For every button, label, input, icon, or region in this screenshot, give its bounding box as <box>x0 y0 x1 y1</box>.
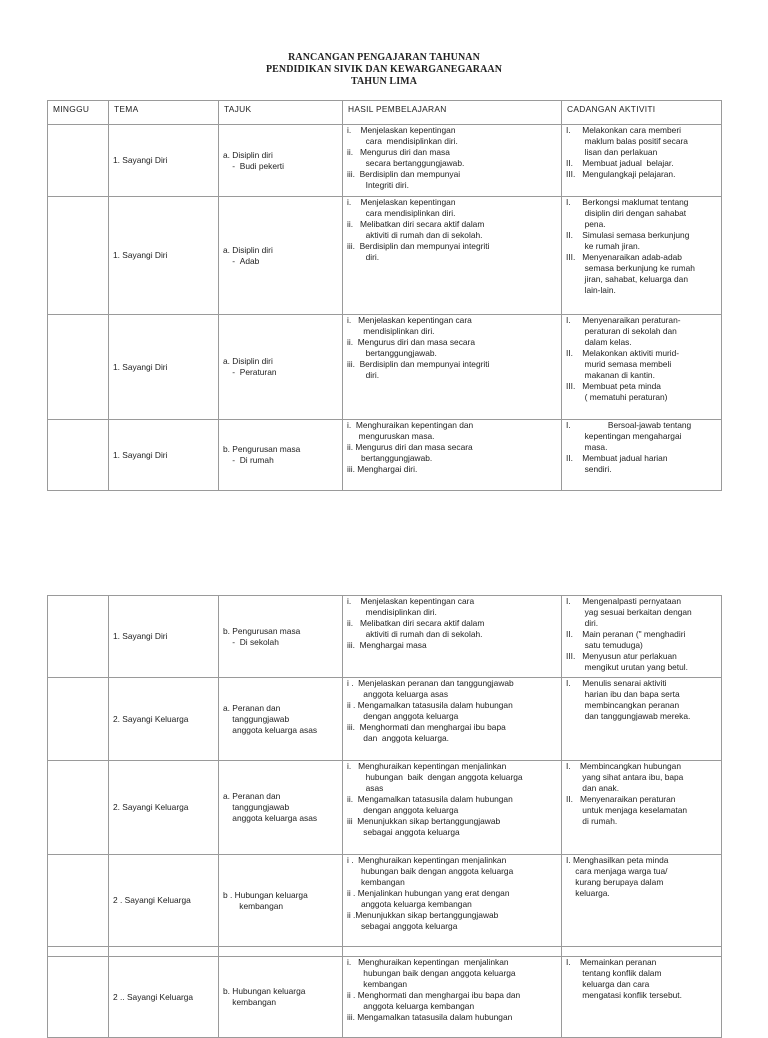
tema-text: 2 . Sayangi Keluarga <box>113 895 191 905</box>
tema-cell <box>109 957 219 1038</box>
tema-cell <box>109 125 219 197</box>
hasil-line: diri. <box>347 370 380 380</box>
aktiviti-line: harian ibu dan bapa serta <box>566 689 680 699</box>
tajuk-cell <box>219 957 343 1038</box>
hasil-line: aktiviti di rumah dan di sekolah. <box>347 629 483 639</box>
hasil-line: ii. Melibatkan diri secara aktif dalam <box>347 219 485 229</box>
hasil-line: ii . Menghormati dan menghargai ibu bapa dan <box>347 990 521 1000</box>
tajuk-cell <box>219 596 343 678</box>
minggu-cell <box>48 596 109 678</box>
hasil-line: Integriti diri. <box>347 180 409 190</box>
lesson-plan-table-bottom <box>47 595 722 1038</box>
aktiviti-line: masa. <box>566 442 608 452</box>
tajuk-cell <box>219 125 343 197</box>
aktiviti-line: I. Memainkan peranan <box>566 957 657 967</box>
aktiviti-line: III. Menyenaraikan adab-adab <box>566 252 682 262</box>
tema-text: 1. Sayangi Diri <box>113 449 168 460</box>
aktiviti-line: semasa berkunjung ke rumah <box>566 263 695 273</box>
aktiviti-line: mengatasi konflik tersebut. <box>566 990 682 1000</box>
hasil-line: iii. Berdisiplin dan mempunyai integriti <box>347 241 490 251</box>
tajuk-line: b. Pengurusan masa <box>223 444 301 454</box>
aktiviti-cell <box>562 855 722 947</box>
hasil-line: ii. Mengamalkan tatasusila dalam hubungan <box>347 794 513 804</box>
aktiviti-line: maklum balas positif secara <box>566 136 688 146</box>
tema-cell <box>109 678 219 761</box>
hasil-line: dan anggota keluarga. <box>347 733 449 743</box>
aktiviti-line: satu temuduga) <box>566 640 643 650</box>
aktiviti-line: I. Bersoal-jawab tentang <box>566 420 692 430</box>
table-row <box>48 761 722 855</box>
aktiviti-line: disiplin diri dengan sahabat <box>566 208 687 218</box>
aktiviti-line: III. Mengulangkaji pelajaran. <box>566 169 676 179</box>
hasil-line: bertanggungjawab. <box>347 453 433 463</box>
header-tajuk: TAJUK <box>219 101 343 125</box>
table-separator-row <box>48 947 722 957</box>
hasil-line: mendisiplinkan diri. <box>347 326 435 336</box>
tajuk-cell <box>219 855 343 947</box>
tajuk-line: tanggungjawab <box>223 802 290 812</box>
hasil-line: hubungan baik dengan anggota keluarga <box>347 968 516 978</box>
tajuk-cell <box>219 761 343 855</box>
aktiviti-line: dan anak. <box>566 783 620 793</box>
tajuk-line: a. Peranan dan <box>223 791 281 801</box>
header-tema: TEMA <box>109 101 219 125</box>
aktiviti-line: sendiri. <box>566 464 612 474</box>
hasil-line: i. Menghuraikan kepentingan menjalinkan <box>347 957 509 967</box>
hasil-line: i. Menghuraikan kepentingan menjalinkan <box>347 761 507 771</box>
tajuk-cell <box>219 197 343 315</box>
title-line-2: PENDIDIKAN SIVIK DAN KEWARGANEGARAAN <box>265 64 503 75</box>
aktiviti-line: mengikut urutan yang betul. <box>566 662 688 672</box>
tajuk-line: - Peraturan <box>223 367 277 377</box>
aktiviti-line: I. Mengenalpasti pernyataan <box>566 596 681 606</box>
minggu-cell <box>48 125 109 197</box>
hasil-line: bertanggungjawab. <box>347 348 437 358</box>
aktiviti-line: III. Membuat peta minda <box>566 381 661 391</box>
aktiviti-line: peraturan di sekolah dan <box>566 326 677 336</box>
tema-cell <box>109 420 219 491</box>
tajuk-line: - Budi pekerti <box>223 160 284 171</box>
hasil-line: i. Menjelaskan kepentingan <box>347 197 456 207</box>
aktiviti-line: cara menjaga warga tua/ <box>566 866 668 876</box>
tajuk-line: b. Pengurusan masa <box>223 625 301 636</box>
aktiviti-line: lisan dan perlakuan <box>566 147 658 157</box>
header-hasil: HASIL PEMBELAJARAN <box>343 101 562 125</box>
header-aktiviti: CADANGAN AKTIVITI <box>562 101 722 125</box>
aktiviti-line: ke rumah jiran. <box>566 241 641 251</box>
aktiviti-line: dalam kelas. <box>566 337 632 347</box>
aktiviti-line: untuk menjaga keselamatan <box>566 805 688 815</box>
table-row <box>48 420 722 491</box>
hasil-line: anggota keluarga asas <box>347 689 449 699</box>
aktiviti-cell <box>562 420 722 491</box>
aktiviti-line: ( mematuhi peraturan) <box>566 392 668 402</box>
tema-cell <box>109 596 219 678</box>
hasil-line: aktiviti di rumah dan di sekolah. <box>347 230 483 240</box>
tajuk-line: b. Hubungan keluarga <box>223 986 306 996</box>
tajuk-line: a. Disiplin diri <box>223 244 273 255</box>
aktiviti-line: makanan di kantin. <box>566 370 655 380</box>
tajuk-line: b . Hubungan keluarga <box>223 889 308 900</box>
hasil-line: i . Menghuraikan kepentingan menjalinkan <box>347 855 507 865</box>
aktiviti-line: I. Berkongsi maklumat tentang <box>566 197 689 207</box>
hasil-line: ii . Mengamalkan tatasusila dalam hubungan <box>347 700 513 710</box>
aktiviti-line: I. Menghasilkan peta minda <box>566 855 669 865</box>
aktiviti-cell <box>562 197 722 315</box>
hasil-line: iii. Berdisiplin dan mempunyai integriti <box>347 359 490 369</box>
title-line-1: RANCANGAN PENGAJARAN TAHUNAN <box>288 52 480 63</box>
table-header-row <box>48 101 722 125</box>
document-title <box>0 52 768 88</box>
tajuk-cell <box>219 420 343 491</box>
table-row <box>48 315 722 420</box>
aktiviti-line: II. Main peranan (" menghadiri <box>566 629 686 639</box>
hasil-line: ii. Mengurus diri dan masa secara <box>347 337 476 347</box>
aktiviti-line: kepentingan mengahargai <box>566 431 682 441</box>
aktiviti-cell <box>562 125 722 197</box>
hasil-line: anggota keluarga kembangan <box>347 899 472 909</box>
minggu-cell <box>48 678 109 761</box>
hasil-line: iii. Menghargai masa <box>347 640 427 650</box>
hasil-line: ii .Menunjukkan sikap bertanggungjawab <box>347 910 499 920</box>
tajuk-line: a. Disiplin diri <box>223 356 273 366</box>
hasil-cell <box>343 596 562 678</box>
hasil-line: iii. Menghormati dan menghargai ibu bapa <box>347 722 506 732</box>
hasil-cell <box>343 957 562 1038</box>
aktiviti-line: keluarga dan cara <box>566 979 650 989</box>
tema-text: 1. Sayangi Diri <box>113 155 168 165</box>
tajuk-line: kembangan <box>223 997 277 1007</box>
hasil-line: i. Menjelaskan kepentingan cara <box>347 315 472 325</box>
aktiviti-line: pena. <box>566 219 606 229</box>
aktiviti-line: III. Menyusun atur perlakuan <box>566 651 677 661</box>
tajuk-line: a. Disiplin diri <box>223 149 273 160</box>
aktiviti-line: I. Melakonkan cara memberi <box>566 125 681 135</box>
minggu-cell <box>48 761 109 855</box>
hasil-line: i. Menjelaskan kepentingan cara <box>347 596 475 606</box>
hasil-line: iii. Berdisiplin dan mempunyai <box>347 169 461 179</box>
hasil-cell <box>343 420 562 491</box>
hasil-cell <box>343 125 562 197</box>
tema-text: 1. Sayangi Diri <box>113 631 168 641</box>
table-row <box>48 596 722 678</box>
hasil-line: dengan anggota keluarga <box>347 805 459 815</box>
hasil-line: mendisiplinkan diri. <box>347 607 437 617</box>
minggu-cell <box>48 315 109 420</box>
aktiviti-line: jiran, sahabat, keluarga dan <box>566 274 688 284</box>
minggu-cell <box>48 197 109 315</box>
aktiviti-line: II. Membuat jadual harian <box>566 453 668 463</box>
table-row <box>48 678 722 761</box>
hasil-line: anggota keluarga kembangan <box>347 1001 475 1011</box>
hasil-line: cara mendisiplinkan diri. <box>347 136 458 146</box>
aktiviti-line: kurang berupaya dalam <box>566 877 664 887</box>
hasil-line: diri. <box>347 252 380 262</box>
hasil-line: iii. Menghargai diri. <box>347 464 418 474</box>
table-row <box>48 855 722 947</box>
hasil-line: hubungan baik dengan anggota keluarga <box>347 866 514 876</box>
hasil-line: sebagai anggota keluarga <box>347 827 460 837</box>
tajuk-line: anggota keluarga asas <box>223 813 318 823</box>
table-row <box>48 197 722 315</box>
tajuk-line: kembangan <box>223 900 284 911</box>
title-line-3: TAHUN LIMA <box>350 76 418 87</box>
hasil-line: iii Menunjukkan sikap bertanggungjawab <box>347 816 501 826</box>
hasil-line: i . Menjelaskan peranan dan tanggungjawab <box>347 678 514 688</box>
tema-cell <box>109 315 219 420</box>
tajuk-cell <box>219 678 343 761</box>
aktiviti-line: II. Simulasi semasa berkunjung <box>566 230 690 240</box>
minggu-cell <box>48 420 109 491</box>
tajuk-line: anggota keluarga asas <box>223 724 318 735</box>
hasil-line: i. Menghuraikan kepentingan dan <box>347 420 474 430</box>
aktiviti-line: dan tanggungjawab mereka. <box>566 711 691 721</box>
aktiviti-line: yang sihat antara ibu, bapa <box>566 772 684 782</box>
aktiviti-line: membincangkan peranan <box>566 700 680 710</box>
header-minggu: MINGGU <box>48 101 109 125</box>
tajuk-line: tanggungjawab <box>223 713 290 724</box>
aktiviti-cell <box>562 761 722 855</box>
hasil-line: asas <box>347 783 384 793</box>
aktiviti-line: yag sesuai berkaitan dengan <box>566 607 692 617</box>
hasil-line: ii . Menjalinkan hubungan yang erat dengan <box>347 888 510 898</box>
aktiviti-cell <box>562 315 722 420</box>
aktiviti-cell <box>562 957 722 1038</box>
tema-text: 1. Sayangi Diri <box>113 361 168 372</box>
hasil-cell <box>343 678 562 761</box>
aktiviti-line: II. Membuat jadual belajar. <box>566 158 674 168</box>
hasil-line: kembangan <box>347 877 405 887</box>
aktiviti-line: keluarga. <box>566 888 610 898</box>
minggu-cell <box>48 855 109 947</box>
tema-cell <box>109 761 219 855</box>
hasil-line: cara mendisiplinkan diri. <box>347 208 456 218</box>
aktiviti-line: lain-lain. <box>566 285 616 295</box>
aktiviti-line: II. Melakonkan aktiviti murid- <box>566 348 680 358</box>
aktiviti-line: murid semasa membeli <box>566 359 672 369</box>
hasil-cell <box>343 761 562 855</box>
lesson-plan-table-top <box>47 100 722 491</box>
tajuk-cell <box>219 315 343 420</box>
hasil-line: iii. Mengamalkan tatasusila dalam hubungan <box>347 1012 513 1022</box>
tema-cell <box>109 855 219 947</box>
hasil-line: ii. Melibatkan diri secara aktif dalam <box>347 618 485 628</box>
hasil-line: i. Menjelaskan kepentingan <box>347 125 456 135</box>
hasil-line: dengan anggota keluarga <box>347 711 459 721</box>
aktiviti-line: tentang konflik dalam <box>566 968 662 978</box>
hasil-cell <box>343 197 562 315</box>
aktiviti-line: II. Menyenaraikan peraturan <box>566 794 676 804</box>
aktiviti-line: I. Menyenaraikan peraturan- <box>566 315 681 325</box>
tema-text: 1. Sayangi Diri <box>113 250 168 260</box>
hasil-line: kembangan <box>347 979 408 989</box>
tajuk-line: - Adab <box>223 255 260 266</box>
tajuk-line: - Di sekolah <box>223 636 279 647</box>
tema-text: 2. Sayangi Keluarga <box>113 713 189 724</box>
table-row <box>48 125 722 197</box>
minggu-cell <box>48 957 109 1038</box>
hasil-cell <box>343 855 562 947</box>
tema-text: 2 .. Sayangi Keluarga <box>113 991 194 1002</box>
tajuk-line: a. Peranan dan <box>223 702 281 713</box>
tajuk-line: - Di rumah <box>223 455 274 465</box>
hasil-line: ii. Mengurus diri dan masa <box>347 147 450 157</box>
hasil-line: sebagai anggota keluarga <box>347 921 458 931</box>
hasil-line: ii. Mengurus diri dan masa secara <box>347 442 473 452</box>
aktiviti-line: I. Menulis senarai aktiviti <box>566 678 667 688</box>
tema-text: 2. Sayangi Keluarga <box>113 802 189 812</box>
hasil-cell <box>343 315 562 420</box>
tema-cell <box>109 197 219 315</box>
aktiviti-line: di rumah. <box>566 816 618 826</box>
hasil-line: menguruskan masa. <box>347 431 435 441</box>
hasil-line: secara bertanggungjawab. <box>347 158 465 168</box>
aktiviti-cell <box>562 596 722 678</box>
aktiviti-line: I. Membincangkan hubungan <box>566 761 682 771</box>
hasil-line: hubungan baik dengan anggota keluarga <box>347 772 523 782</box>
table-row <box>48 957 722 1038</box>
aktiviti-cell <box>562 678 722 761</box>
aktiviti-line: diri. <box>566 618 599 628</box>
